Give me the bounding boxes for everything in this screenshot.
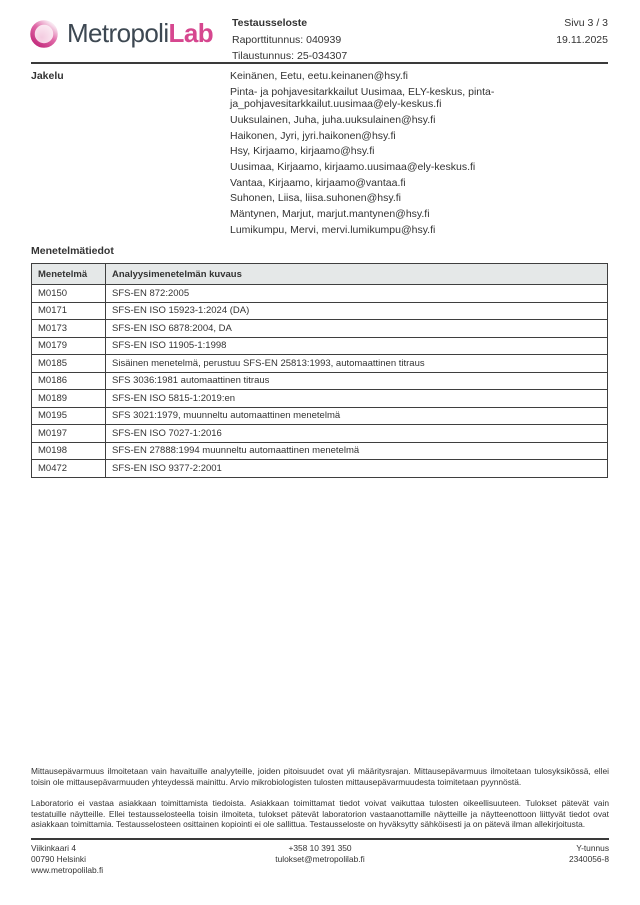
method-row	[32, 407, 608, 425]
method-description-cell: SFS-EN 872:2005	[106, 285, 608, 303]
method-row	[32, 302, 608, 320]
method-description-cell: SFS-EN ISO 11905-1:1998	[106, 337, 608, 355]
business-id-label: Y-tunnus	[576, 843, 610, 853]
brand-name-accent: Lab	[168, 17, 213, 48]
method-description-cell: SFS-EN 27888:1994 muunneltu automaattinen menetelmä	[106, 442, 608, 460]
method-row	[32, 425, 608, 443]
footer-contact-line: tulokset@metropolilab.fi	[275, 854, 365, 864]
method-code-cell: M0198	[32, 442, 106, 460]
method-row	[32, 372, 608, 390]
footer-divider	[31, 838, 609, 840]
method-description-cell: SFS 3021:1979, muunneltu automaattinen menetelmä	[106, 407, 608, 425]
disclaimer-paragraph: Laboratorio ei vastaa asiakkaan toimittamista tiedoista. Asiakkaan toimittamat tiedot voivat vaikuttaa tulosten oikeellisuuteen. Tulokset pätevät vain testatuille näytteille. Ellei testausselosteella toisin ilmoiteta, tulokset pätevät laboratorion vastaanottamille näytteille ja näytteenottoon liittyvät tiedot ovat asiakkaan toimittamia. Testausselosteen osittainen kopiointi ei ole sallittua. Testausseloste on hyväksytty sähköisesti ja on pätevä ilman allekirjoitusta.	[31, 798, 609, 830]
method-description-cell: SFS-EN ISO 7027-1:2016	[106, 425, 608, 443]
brand-name-primary: Metropoli	[67, 17, 169, 48]
header-divider	[31, 62, 608, 64]
distribution-list	[230, 70, 608, 239]
header-document-info	[232, 15, 347, 65]
header-page-info	[556, 15, 608, 49]
method-description-cell: SFS-EN ISO 5815-1:2019:en	[106, 390, 608, 408]
method-code-cell: M0171	[32, 302, 106, 320]
method-code-cell: M0186	[32, 372, 106, 390]
footer-business-id	[416, 843, 609, 876]
method-code-cell: M0179	[32, 337, 106, 355]
method-code-cell: M0173	[32, 320, 106, 338]
footer-address-line: 00790 Helsinki	[31, 854, 86, 864]
business-id-value: 2340056-8	[568, 854, 610, 864]
method-description-cell: Sisäinen menetelmä, perustuu SFS-EN 25813:1993, automaattinen titraus	[106, 355, 608, 373]
footer-contact	[224, 843, 417, 876]
method-code-cell: M0189	[32, 390, 106, 408]
method-row	[32, 442, 608, 460]
method-row	[32, 337, 608, 355]
distribution-recipient: Lumikumpu, Mervi, mervi.lumikumpu@hsy.fi	[230, 223, 436, 236]
method-description-cell: SFS-EN ISO 15923-1:2024 (DA)	[106, 302, 608, 320]
brand-name	[67, 18, 213, 49]
column-header-method: Menetelmä	[32, 264, 106, 285]
method-row	[32, 285, 608, 303]
methods-table	[31, 263, 608, 478]
methods-header-row	[32, 264, 608, 285]
method-row	[32, 390, 608, 408]
order-id-line: Tilaustunnus: 25-034307	[232, 50, 348, 62]
disclaimer-paragraph: Mittausepävarmuus ilmoitetaan vain havaituille analyyteille, joiden pitoisuudet ovat yli määritysrajan. Mittausepävarmuus ilmoitetaan tulosyksikössä, ellei toisin ole mittausepävarmuuden yhteydessä mainittu. Arvio mikrobiologisten tulosten mittausepävarmuudesta toimitetaan pyynnöstä.	[31, 766, 609, 787]
method-code-cell: M0197	[32, 425, 106, 443]
method-description-cell: SFS 3036:1981 automaattinen titraus	[106, 372, 608, 390]
distribution-recipient: Pinta- ja pohjavesitarkkailut Uusimaa, ELY-keskus, pinta-ja_pohjavesitarkkailut.uusimaa@ely-keskus.fi	[230, 85, 495, 111]
column-header-description: Analyysimenetelmän kuvaus	[106, 264, 608, 285]
report-id-line: Raporttitunnus: 040939	[232, 33, 342, 46]
distribution-recipient: Keinänen, Eetu, eetu.keinanen@hsy.fi	[230, 70, 409, 82]
distribution-recipient: Hsy, Kirjaamo, kirjaamo@hsy.fi	[230, 145, 375, 158]
methods-section-title: Menetelmätiedot	[31, 245, 114, 257]
distribution-recipient: Vantaa, Kirjaamo, kirjaamo@vantaa.fi	[230, 176, 406, 189]
method-code-cell: M0472	[32, 460, 106, 478]
distribution-recipient: Haikonen, Jyri, jyri.haikonen@hsy.fi	[230, 129, 396, 142]
pink-ring-icon	[28, 17, 60, 49]
footer-address-line: Viikinkaari 4	[31, 843, 76, 853]
report-date: 19.11.2025	[556, 34, 608, 46]
distribution-recipient: Uuksulainen, Juha, juha.uuksulainen@hsy.fi	[230, 113, 436, 126]
distribution-label: Jakelu	[31, 70, 64, 82]
distribution-recipient: Mäntynen, Marjut, marjut.mantynen@hsy.fi	[230, 208, 430, 220]
distribution-recipient: Suhonen, Liisa, liisa.suhonen@hsy.fi	[230, 192, 401, 205]
method-description-cell: SFS-EN ISO 6878:2004, DA	[106, 320, 608, 338]
method-row	[32, 460, 608, 478]
method-row	[32, 320, 608, 338]
page-title: Testausseloste	[232, 17, 308, 29]
method-code-cell: M0150	[32, 285, 106, 303]
footer-address	[31, 843, 224, 876]
method-code-cell: M0185	[32, 355, 106, 373]
method-description-cell: SFS-EN ISO 9377-2:2001	[106, 460, 608, 478]
disclaimer-block	[31, 766, 609, 841]
method-code-cell: M0195	[32, 407, 106, 425]
page-number: Sivu 3 / 3	[564, 17, 608, 29]
method-row	[32, 355, 608, 373]
footer	[31, 843, 609, 876]
footer-contact-line: +358 10 391 350	[288, 843, 352, 853]
distribution-recipient: Uusimaa, Kirjaamo, kirjaamo.uusimaa@ely-keskus.fi	[230, 160, 476, 173]
footer-address-line: www.metropolilab.fi	[31, 865, 104, 875]
metropolilab-logo	[28, 17, 213, 49]
